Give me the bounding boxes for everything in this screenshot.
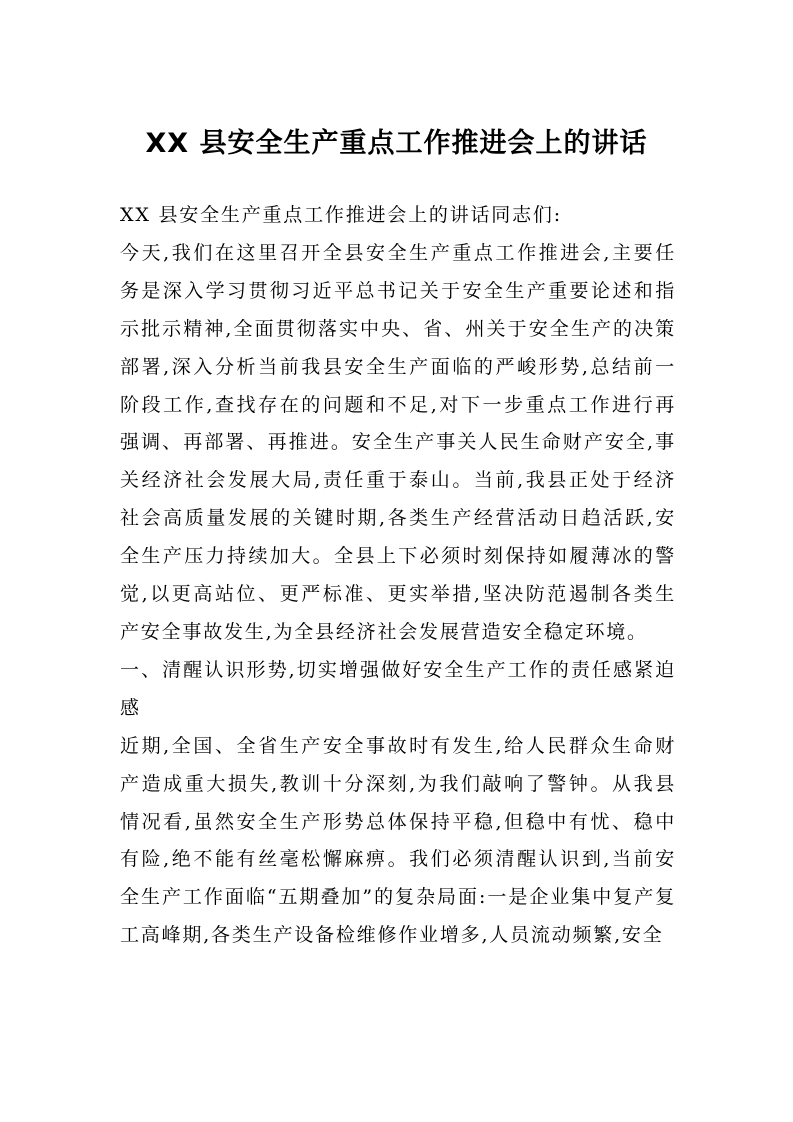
section-1-paragraph: 近期,全国、全省生产安全事故时有发生,给人民群众生命财产造成重大损失,教训十分深刻,为我们敲响了警钟。从我县情况看,虽然安全生产形势总体保持平稳,但稳中有忧、稳中有险,绝不能有丝毫松懈麻痹。我们必须清醒认识到,当前安全生产工作面临“五期叠加”的复杂局面:一是企业集中复产复工高峰期,各类生产设备检维修作业增多,人员流动频繁,安全 [120,734,676,947]
document-body [120,197,676,955]
salutation-paragraph: XX 县安全生产重点工作推进会上的讲话同志们: [120,204,562,226]
section-heading-1: 一、清醒认识形势,切实增强做好安全生产工作的责任感紧迫感 [120,658,676,719]
document-title: XX 县安全生产重点工作推进会上的讲话 [145,128,648,159]
intro-paragraph: 今天,我们在这里召开全县安全生产重点工作推进会,主要任务是深入学习贯彻习近平总书记关于安全生产重要论述和指示批示精神,全面贯彻落实中央、省、州关于安全生产的决策部署,深入分析当前我县安全生产面临的严峻形势,总结前一阶段工作,查找存在的问题和不足,对下一步重点工作进行再强调、再部署、再推进。安全生产事关人民生命财产安全,事关经济社会发展大局,责任重于泰山。当前,我县正处于经济社会高质量发展的关键时期,各类生产经营活动日趋活跃,安全生产压力持续加大。全县上下必须时刻保持如履薄冰的警觉,以更高站位、更严标准、更实举措,坚决防范遏制各类生产安全事故发生,为全县经济社会发展营造安全稳定环境。 [120,241,676,643]
